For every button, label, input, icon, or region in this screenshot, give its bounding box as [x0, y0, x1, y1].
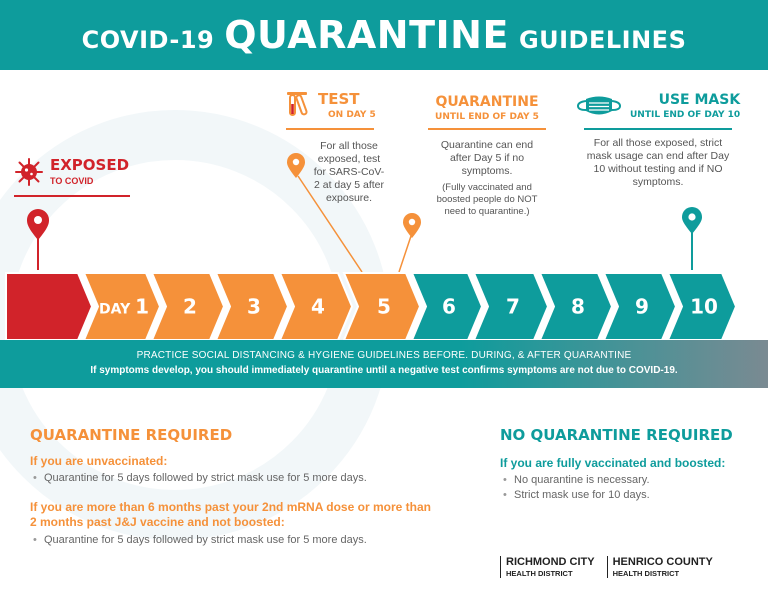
day-label: 3 [247, 294, 261, 319]
quarantine-label [428, 94, 546, 122]
quarantine-required-title: QUARANTINE REQUIRED [30, 426, 233, 444]
quarantine-pin [399, 213, 421, 272]
face-mask-icon [574, 93, 624, 119]
list-item: • Quarantine for 5 days followed by strict mask use for 5 more days. [44, 533, 440, 548]
mask-pin [682, 207, 702, 270]
day-label: 10 [690, 294, 718, 319]
org-logo-richmond [500, 556, 595, 578]
org-sub: HEALTH DISTRICT [612, 569, 680, 578]
mask-subtitle: UNTIL END OF DAY 10 [630, 110, 741, 120]
exposure-chevron [6, 273, 92, 340]
page-title [82, 13, 687, 57]
footer-logos [500, 556, 725, 578]
day-label: 7 [506, 294, 520, 319]
boosted-list [500, 473, 760, 503]
exposed-title: EXPOSED [50, 156, 130, 174]
day-label: 4 [311, 294, 325, 319]
no-quarantine-section [500, 426, 760, 503]
timeline-graphic [0, 140, 768, 340]
unvaccinated-heading: If you are unvaccinated: [30, 454, 168, 468]
quarantine-required-section [30, 426, 440, 548]
quarantine-subtitle: UNTIL END OF DAY 5 [435, 112, 539, 122]
unvaccinated-list [30, 471, 440, 486]
quarantine-description: Quarantine can end after Day 5 if no symptoms. [440, 139, 534, 177]
org-sub: HEALTH DISTRICT [506, 569, 573, 578]
title-prefix: COVID-19 [81, 26, 215, 54]
test-label [286, 90, 376, 120]
mask-title: USE MASK [658, 92, 741, 108]
title-main: QUARANTINE [224, 13, 509, 57]
quarantine-title: QUARANTINE [435, 94, 539, 110]
title-suffix: GUIDELINES [518, 26, 687, 54]
exposed-pin [27, 209, 49, 270]
day-label: 6 [442, 294, 456, 319]
boosted-heading: If you are fully vaccinated and boosted: [500, 456, 726, 470]
mask-label [574, 92, 740, 120]
test-description: For all those exposed, test for SARS-CoV-2 at day 5 after exposure. [313, 140, 385, 204]
day-label: 9 [635, 294, 649, 319]
test-divider [286, 128, 374, 130]
list-item: • No quarantine is necessary. [514, 473, 760, 488]
not-boosted-list [30, 533, 440, 548]
list-item: • Strict mask use for 10 days. [514, 488, 760, 503]
exposed-subtitle: TO COVID [50, 176, 94, 186]
org-logo-henrico [607, 556, 713, 578]
test-tube-icon [286, 90, 312, 120]
no-quarantine-title: NO QUARANTINE REQUIRED [500, 426, 733, 444]
org-name: RICHMOND CITY [506, 556, 595, 568]
list-item: • Quarantine for 5 days followed by strict mask use for 5 more days. [44, 471, 440, 486]
day-label: DAY 1 [98, 294, 150, 319]
band-line-1: PRACTICE SOCIAL DISTANCING & HYGIENE GUIDELINES BEFORE. DURING, & AFTER QUARANTINE [136, 350, 632, 361]
day-label: 8 [571, 294, 585, 319]
day-label: 5 [377, 294, 391, 319]
band-line-2: If symptoms develop, you should immediately quarantine until a negative test confirms symptoms are not due to COVID-19. [90, 365, 678, 376]
mask-description: For all those exposed, strict mask usage can end after Day 10 without testing and if NO symptoms. [586, 137, 730, 188]
mask-divider [584, 128, 732, 130]
org-name: HENRICO COUNTY [612, 556, 713, 568]
day-label: 2 [183, 294, 197, 319]
not-boosted-heading: If you are more than 6 months past your 2nd mRNA dose or more than 2 months past J&J vaccine and not boosted: [30, 500, 431, 529]
info-band [0, 340, 768, 388]
test-subtitle: ON DAY 5 [328, 110, 376, 120]
test-title: TEST [318, 90, 360, 108]
quarantine-divider [428, 128, 546, 130]
test-pin [287, 153, 362, 272]
quarantine-note: (Fully vaccinated and boosted people do NOT need to quarantine.) [436, 182, 538, 217]
header-banner [0, 0, 768, 70]
